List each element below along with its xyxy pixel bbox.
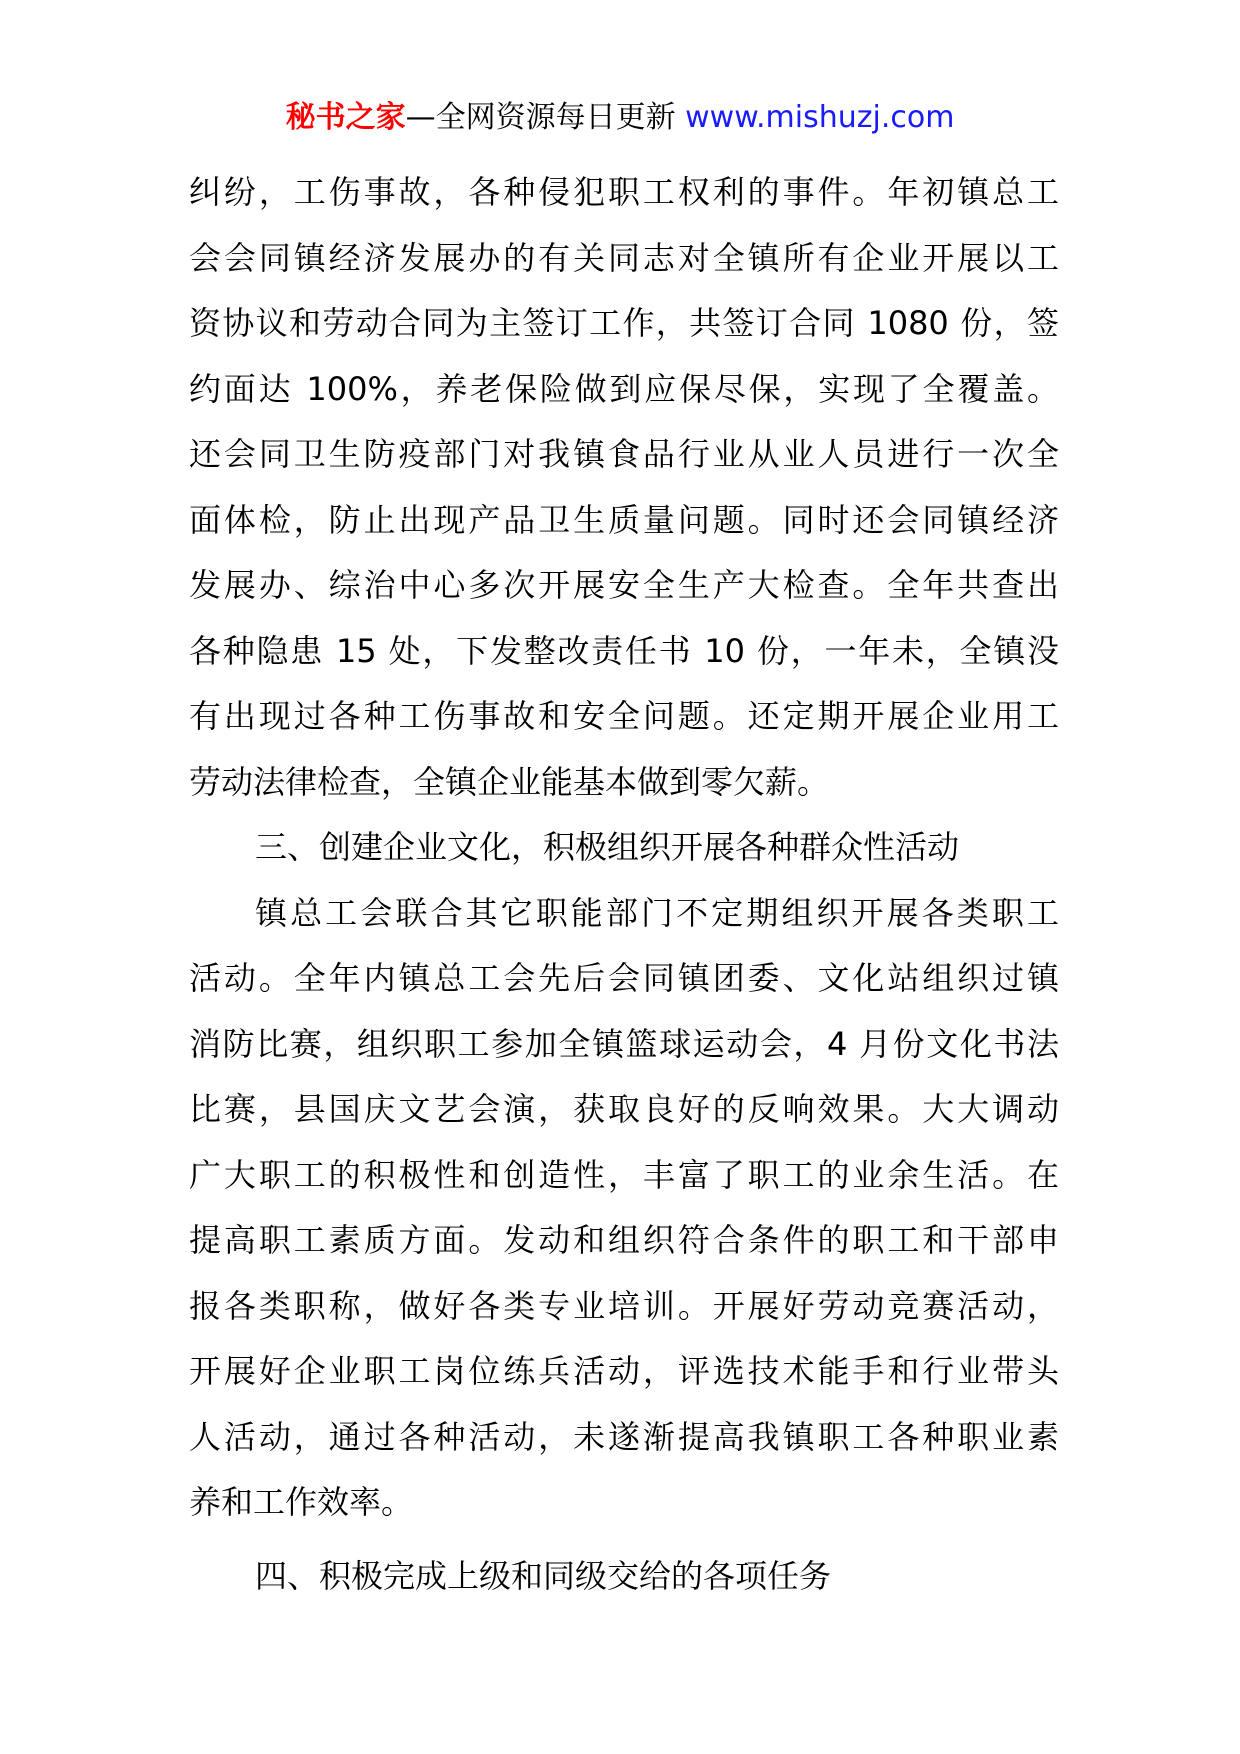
text-line: 各种隐患 15 处，下发整改责任书 10 份，一年未，全镇没 [189,631,1059,670]
section-heading-3: 三、创建企业文化，积极组织开展各种群众性活动 [255,828,960,866]
text-line: 还会同卫生防疫部门对我镇食品行业从业人员进行一次全 [189,435,1059,473]
text-line: 会会同镇经济发展办的有关同志对全镇所有企业开展以工 [189,238,1059,277]
text-line: 比赛，县国庆文艺会演，获取良好的反响效果。大大调动 [189,1090,1059,1128]
text-line: 活动。全年内镇总工会先后会同镇团委、文化站组织过镇 [189,959,1059,997]
text-line: 资协议和劳动合同为主签订工作，共签订合同 1080 份，签 [189,304,1059,342]
text-line: 面体检，防止出现产品卫生质量问题。同时还会同镇经济 [189,500,1059,539]
text-line: 约面达 100%，养老保险做到应保尽保，实现了全覆盖。 [189,369,1059,408]
text-line: 提高职工素质方面。发动和组织符合条件的职工和干部申 [189,1221,1059,1259]
header-brand: 秘书之家 [285,100,406,135]
text-line: 劳动法律检查，全镇企业能基本做到零欠薪。 [189,762,830,801]
text-line: 纠纷，工伤事故，各种侵犯职工权利的事件。年初镇总工 [189,173,1059,211]
page-header [0,98,1240,138]
text-line: 消防比赛，组织职工参加全镇篮球运动会，4 月份文化书法 [189,1024,1059,1063]
text-line: 开展好企业职工岗位练兵活动，评选技术能手和行业带头 [189,1352,1059,1390]
section-heading-4: 四、积极完成上级和同级交给的各项任务 [255,1556,832,1595]
text-line: 发展办、综治中心多次开展安全生产大检查。全年共查出 [189,566,1059,604]
text-line: 养和工作效率。 [189,1483,414,1521]
header-tagline: —全网资源每日更新 [405,100,676,135]
document-body [189,160,1059,1609]
header-site-link[interactable]: www.mishuzj.com [685,100,955,135]
text-line: 报各类职称，做好各类专业培训。开展好劳动竞赛活动， [189,1286,1059,1325]
text-line: 广大职工的积极性和创造性，丰富了职工的业余生活。在 [189,1155,1059,1194]
text-line: 有出现过各种工伤事故和安全问题。还定期开展企业用工 [189,697,1059,735]
text-line: 人活动，通过各种活动，未遂渐提高我镇职工各种职业素 [189,1417,1059,1456]
text-line: 镇总工会联合其它职能部门不定期组织开展各类职工 [255,893,1059,932]
